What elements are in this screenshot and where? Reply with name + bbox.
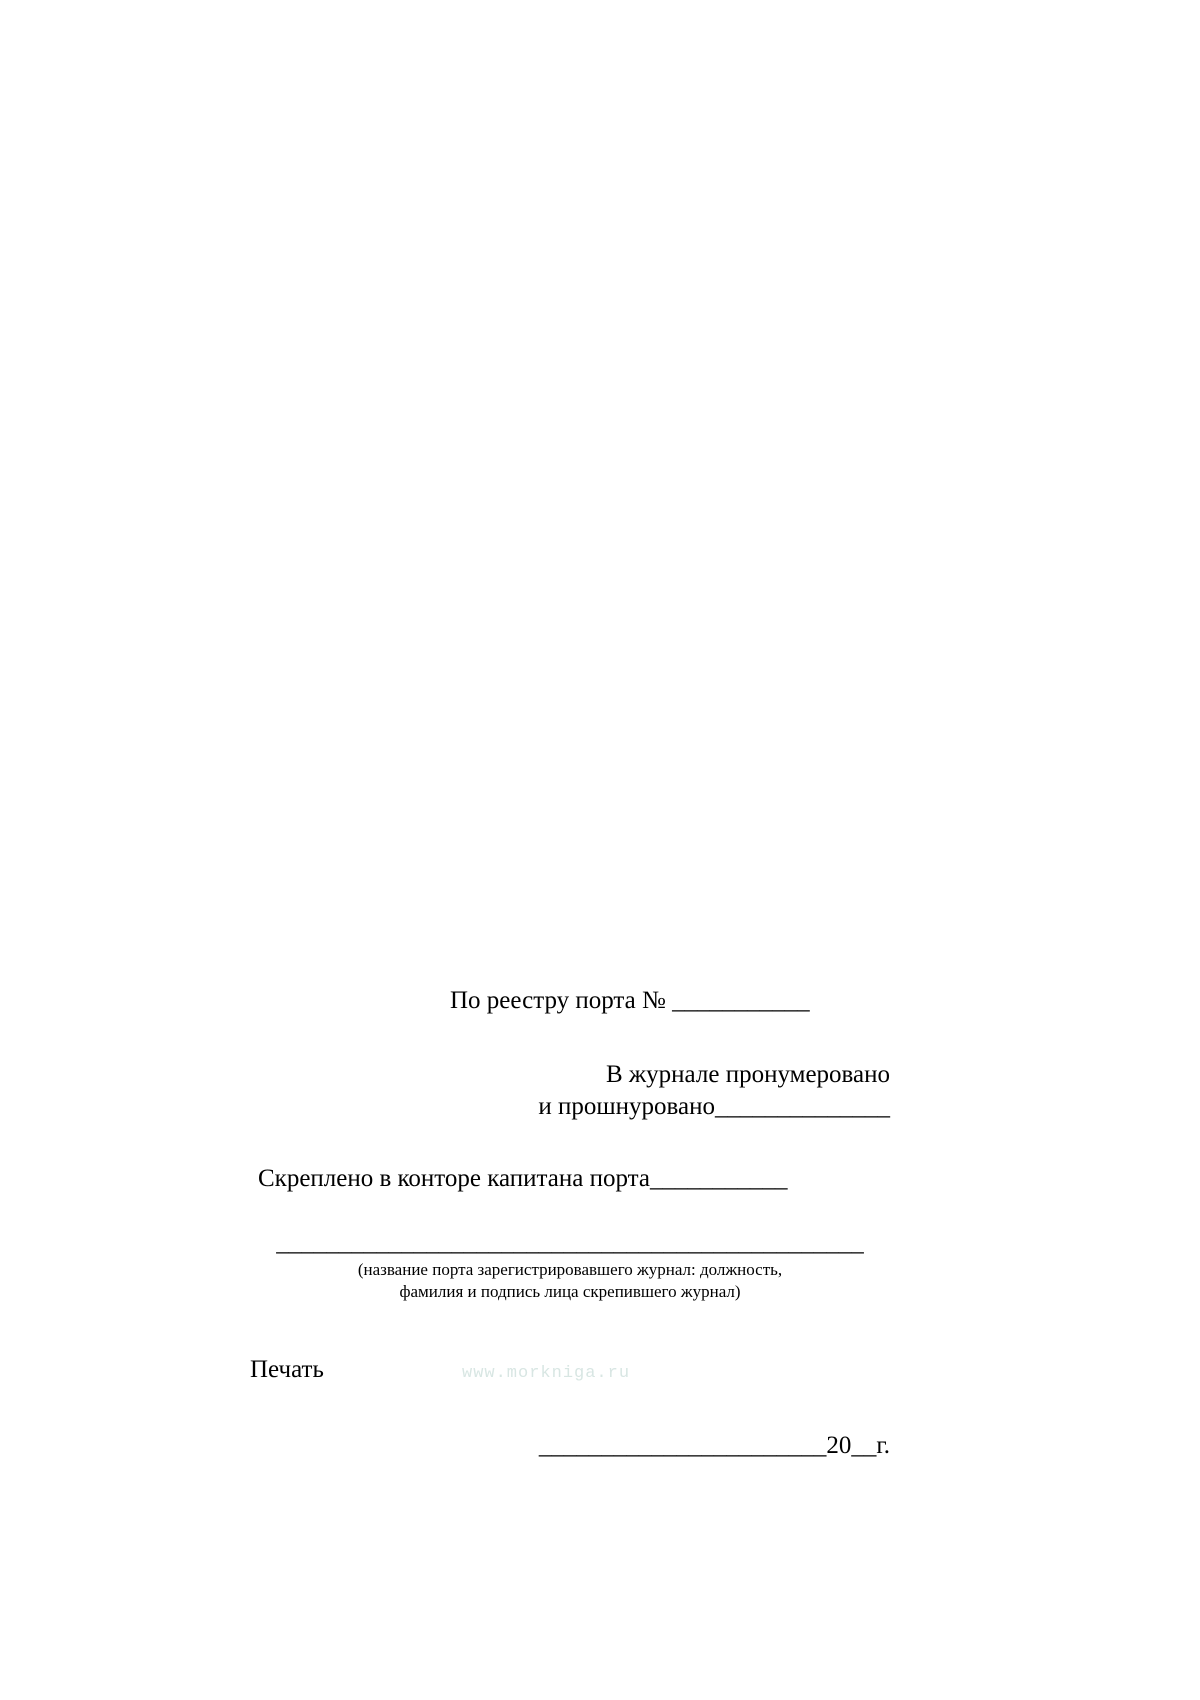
signature-caption-line-1: (название порта зарегистрировавшего журнал: должность, bbox=[357, 1260, 783, 1279]
pages-laced-line: и прошнуровано______________ bbox=[538, 1093, 890, 1120]
stamp-row bbox=[250, 1356, 890, 1384]
registry-number-line: По реестру порта № ___________ bbox=[450, 987, 810, 1014]
date-line: _______________________20__г. bbox=[538, 1431, 890, 1459]
site-watermark: www.morkniga.ru bbox=[462, 1363, 631, 1383]
signature-blank-rule: _______________________________________________ bbox=[276, 1229, 864, 1256]
stamp-label: Печать bbox=[250, 1355, 324, 1383]
pages-numbered-line: В журнале пронумеровано bbox=[605, 1061, 890, 1088]
harbour-master-office-line: Скреплено в конторе капитана порта___________ bbox=[258, 1165, 788, 1192]
signature-caption bbox=[290, 1259, 850, 1304]
signature-caption-line-2: фамилия и подпись лица скрепившего журнал) bbox=[399, 1282, 741, 1302]
port-registration-block bbox=[250, 985, 890, 1460]
